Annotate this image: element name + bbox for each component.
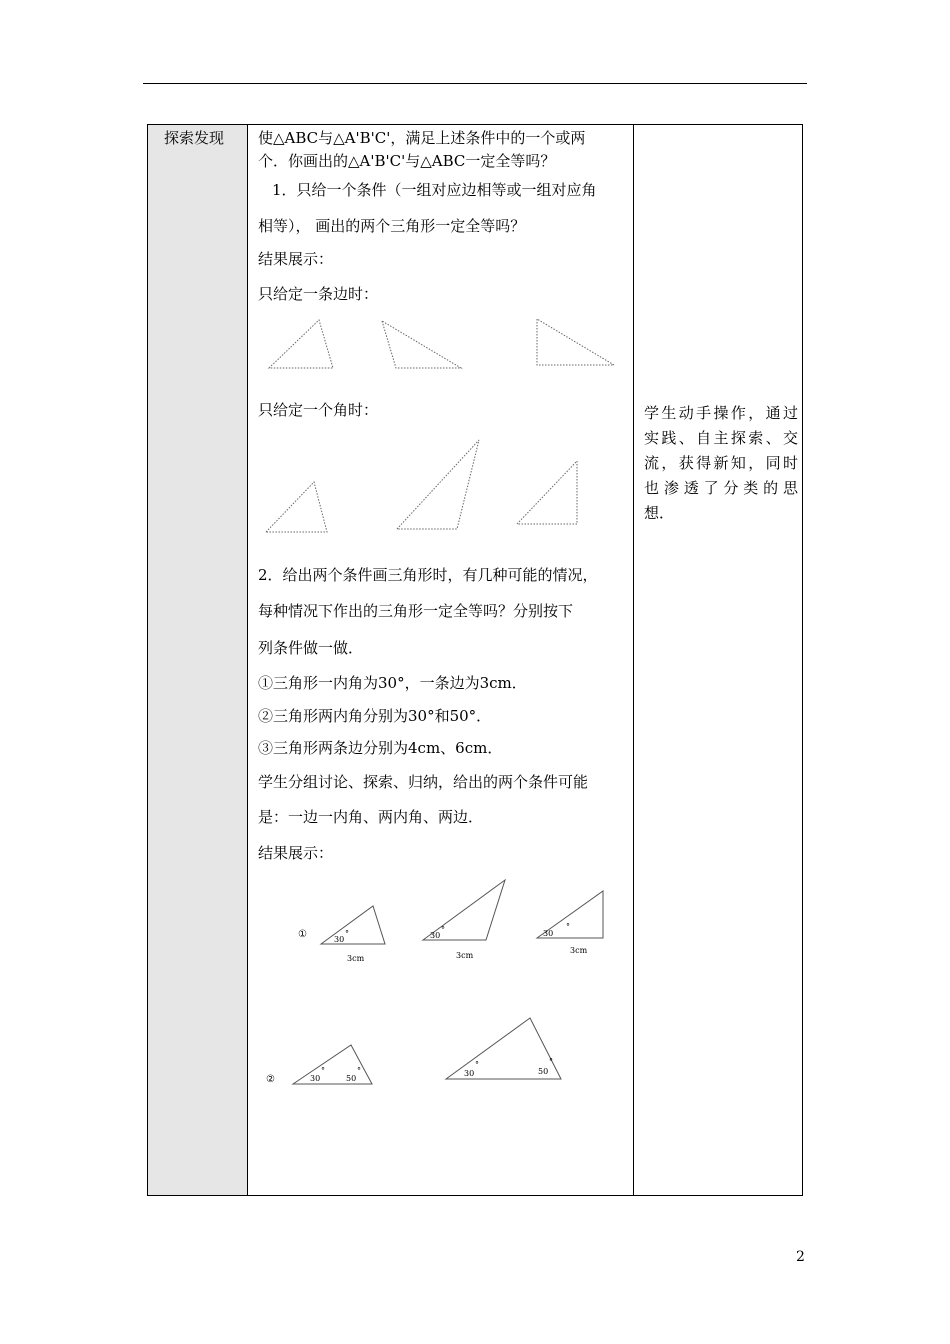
- note-line: 流，获得新知，同时: [644, 454, 798, 472]
- text-line: 使△ABC与△A'B'C'，满足上述条件中的一个或两: [258, 129, 586, 147]
- dotted-triangle: [517, 461, 577, 524]
- dotted-triangle: [266, 482, 327, 532]
- angle-label: 30: [334, 935, 345, 944]
- column-divider: [633, 124, 634, 1196]
- angle-label: 30: [430, 931, 441, 940]
- text-line: 列条件做一做．: [258, 639, 364, 657]
- text-line: 2．给出两个条件画三角形时，有几种可能的情况，: [258, 566, 598, 584]
- text-line: 只给定一条边时：: [258, 285, 379, 303]
- section-label: 探索发现: [164, 129, 225, 147]
- text-line: 结果展示：: [258, 250, 334, 268]
- dotted-triangle: [269, 320, 333, 368]
- triangle-aa-1: [293, 1045, 372, 1084]
- text-line: 1．只给一个条件（一组对应边相等或一组对应角: [272, 181, 597, 199]
- side-label: 3cm: [456, 951, 474, 960]
- dotted-triangle: [382, 321, 461, 368]
- angle-label: 30: [464, 1069, 475, 1078]
- degree-mark: °: [357, 1066, 361, 1075]
- note-line: 实践、自主探索、交: [644, 429, 798, 447]
- text-line: 只给定一个角时：: [258, 401, 379, 419]
- note-line: 想．: [644, 504, 675, 522]
- figure-marker-1: ①: [298, 929, 307, 940]
- degree-mark: °: [345, 929, 349, 938]
- dotted-triangle: [397, 440, 479, 529]
- degree-mark: °: [566, 922, 570, 931]
- one-angle-triangles-figure: [260, 435, 625, 540]
- degree-mark: °: [549, 1057, 553, 1066]
- page-number: 2: [796, 1249, 805, 1265]
- text-line: ②三角形两内角分别为30°和50°．: [258, 707, 492, 725]
- one-side-triangles-figure: [260, 315, 625, 375]
- angle-label: 30: [543, 929, 554, 938]
- header-rule: [143, 83, 807, 84]
- text-line: 结果展示：: [258, 844, 334, 862]
- text-line: 个．你画出的△A'B'C'与△ABC一定全等吗？: [258, 152, 556, 170]
- text-line: 是：一边一内角、两内角、两边．: [258, 808, 484, 826]
- note-line: 学生动手操作，通过: [644, 404, 798, 422]
- text-line: 学生分组讨论、探索、归纳，给出的两个条件可能: [258, 773, 589, 791]
- teaching-note: [644, 401, 798, 526]
- angle-label: 30: [310, 1074, 321, 1083]
- degree-mark: °: [441, 925, 445, 934]
- two-angle-triangles-figure: [262, 1010, 572, 1090]
- degree-mark: °: [321, 1066, 325, 1075]
- dotted-triangle: [537, 319, 614, 365]
- side-label: 3cm: [347, 954, 365, 963]
- degree-mark: °: [475, 1060, 479, 1069]
- triangle-sas-1: [321, 906, 385, 944]
- side-label: 3cm: [570, 946, 588, 955]
- angle-label: 50: [538, 1067, 549, 1076]
- figure-marker-2: ②: [266, 1074, 275, 1085]
- text-line: ①三角形一内角为30°，一条边为3cm．: [258, 674, 527, 692]
- side-angle-triangles-figure: [290, 875, 620, 970]
- angle-label: 50: [346, 1074, 357, 1083]
- text-line: ③三角形两条边分别为4cm、6cm．: [258, 739, 503, 757]
- text-line: 每种情况下作出的三角形一定全等吗？分别按下: [258, 602, 574, 620]
- text-line: 相等）， 画出的两个三角形一定全等吗？: [258, 217, 526, 235]
- note-line: 也渗透了分类的思: [644, 479, 798, 497]
